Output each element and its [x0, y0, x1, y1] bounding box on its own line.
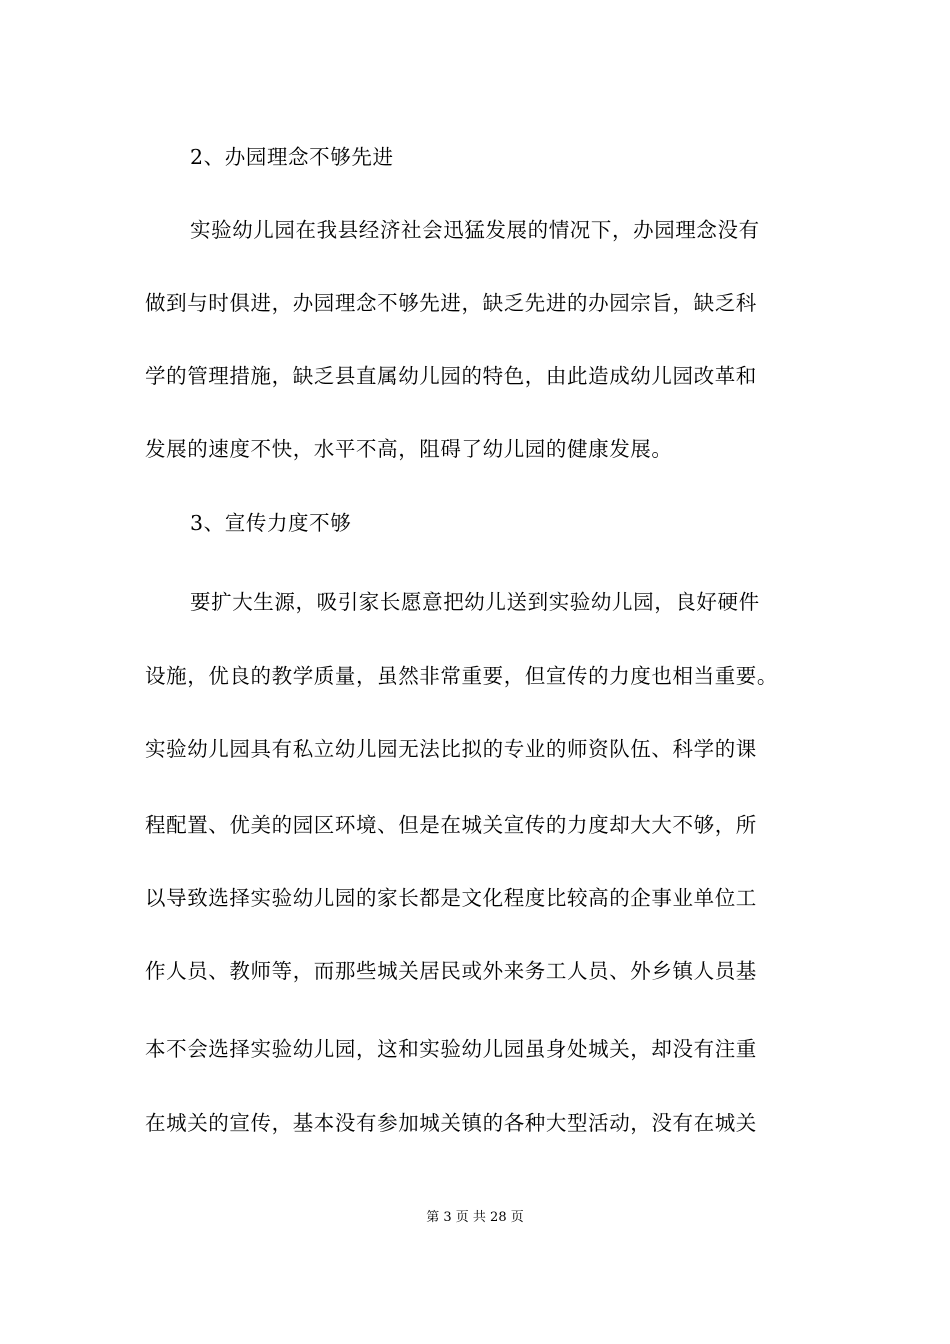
paragraph-line: 作人员、教师等，而那些城关居民或外来务工人员、外乡镇人员基	[145, 959, 757, 983]
paragraph-line: 发展的速度不快，水平不高，阻碍了幼儿园的健康发展。	[145, 437, 673, 461]
paragraph-line: 本不会选择实验幼儿园，这和实验幼儿园虽身处城关，却没有注重	[145, 1037, 757, 1061]
paragraph-line: 要扩大生源，吸引家长愿意把幼儿送到实验幼儿园，良好硬件	[190, 590, 760, 614]
paragraph-line: 以导致选择实验幼儿园的家长都是文化程度比较高的企事业单位工	[145, 886, 757, 910]
page-number-footer: 第 3 页 共 28 页	[426, 1210, 524, 1225]
heading-3: 3、宣传力度不够	[190, 511, 352, 535]
paragraph-line: 做到与时俱进，办园理念不够先进，缺乏先进的办园宗旨，缺乏科	[145, 291, 757, 315]
paragraph-line: 学的管理措施，缺乏县直属幼儿园的特色，由此造成幼儿园改革和	[145, 364, 757, 388]
paragraph-line: 程配置、优美的园区环境、但是在城关宣传的力度却大大不够，所	[145, 813, 757, 837]
paragraph-line: 在城关的宣传，基本没有参加城关镇的各种大型活动，没有在城关	[145, 1111, 757, 1135]
paragraph-line: 实验幼儿园在我县经济社会迅猛发展的情况下，办园理念没有	[190, 218, 760, 242]
paragraph-line: 实验幼儿园具有私立幼儿园无法比拟的专业的师资队伍、科学的课	[145, 737, 757, 761]
heading-2: 2、办园理念不够先进	[190, 145, 394, 169]
paragraph-line: 设施，优良的教学质量，虽然非常重要，但宣传的力度也相当重要。	[145, 664, 778, 688]
